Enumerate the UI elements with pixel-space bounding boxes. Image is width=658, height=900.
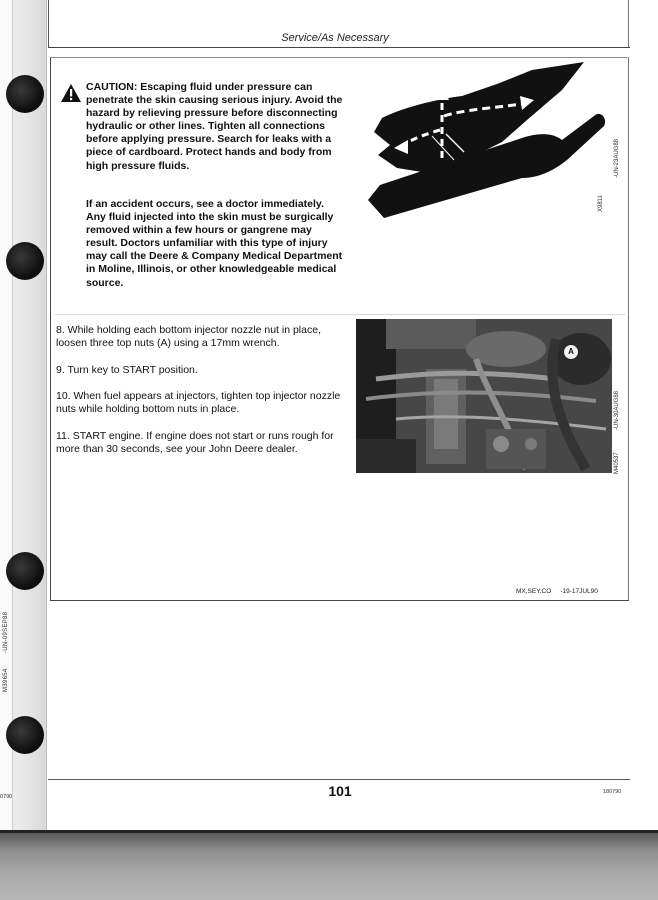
illustration-code-a: X9811 — [598, 195, 604, 212]
illustration-code-b: -UN-23AUG88 — [614, 138, 620, 178]
binder-hole-3 — [6, 552, 44, 590]
header-rule — [48, 47, 630, 48]
binder-code-b: -UN-09SEP88 — [3, 611, 9, 653]
section-separator — [55, 314, 625, 315]
warning-triangle-icon — [60, 83, 82, 103]
footer-code-right: -19-17JUL90 — [560, 588, 598, 595]
content-frame-top — [50, 57, 627, 58]
step-8: 8. While holding each bottom injector nozzle nut in place, loosen three top nuts (A) using a 17mm wrench. — [56, 324, 321, 350]
header-right-rule — [628, 0, 629, 48]
page-title: Service/As Necessary — [281, 32, 389, 44]
binder-bottom-code: 0790 — [0, 794, 13, 800]
page-number: 101 — [328, 783, 352, 799]
binder-code-a: M39654 — [3, 668, 9, 692]
fluid-injection-illustration — [362, 60, 610, 218]
scan-shadow-band — [0, 833, 658, 900]
photo-code-b: -UN-30AUG88 — [614, 390, 620, 430]
step-11: 11. START engine. If engine does not start or runs rough for more than 30 seconds, see your John Deere dealer. — [56, 430, 334, 456]
binder-hole-2 — [6, 242, 44, 280]
step-10: 10. When fuel appears at injectors, tighten top injector nozzle nuts while holding bottom nuts in place. — [56, 390, 341, 416]
page-edge-line — [46, 0, 47, 830]
step-9: 9. Turn key to START position. — [56, 364, 198, 376]
photo-code-a: M40537 — [614, 452, 620, 474]
binder-hole-4 — [6, 716, 44, 754]
callout-a: A — [563, 344, 579, 360]
footer-code-left: MX,SEY,CO — [516, 588, 552, 595]
binder-hole-1 — [6, 75, 44, 113]
footer-rule — [48, 779, 630, 780]
caution-paragraph: CAUTION: Escaping fluid under pressure can penetrate the skin causing serious injury. Avoid the hazard by relieving pressure before disconnecting hydraulic or other lines. Tighten all connections before applying pressure. Search for leaks with a piece of cardboard. Protect hands and body from high pressure fluids. — [86, 81, 343, 172]
accident-paragraph: If an accident occurs, see a doctor immediately. Any fluid injected into the skin must be surgically removed within a few hours or gangrene may result. Doctors unfamiliar with this type of injury may call the Deere & Company Medical Department in Moline, Illinois, or other knowledgeable medical source. — [86, 198, 343, 289]
header-left-rule — [48, 0, 49, 48]
section-footer-code — [516, 588, 598, 595]
engine-photo — [356, 319, 612, 473]
print-code: 180790 — [603, 789, 622, 795]
previous-page-strip — [0, 0, 13, 900]
